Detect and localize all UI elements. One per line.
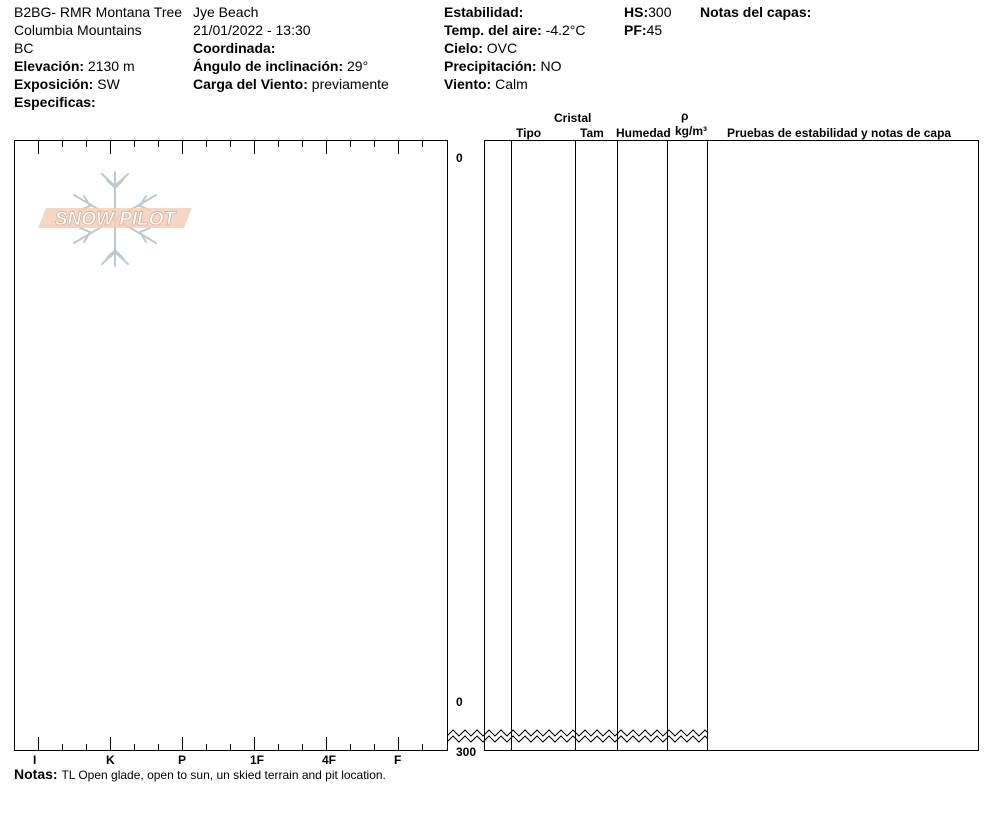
hs-label: HS: — [624, 4, 649, 20]
hardness-ticks — [39, 141, 423, 750]
layer-table-columns — [512, 140, 708, 751]
layer-notes-label: Notas del capas: — [700, 4, 812, 20]
slope-value: 29° — [347, 58, 369, 74]
hardness-label-f: F — [394, 753, 402, 767]
hardness-label-p: P — [178, 753, 187, 767]
pit-title: B2BG- RMR Montana Tree — [14, 4, 183, 20]
date-time: 21/01/2022 - 13:30 — [193, 22, 311, 38]
col-type: Tipo — [516, 126, 542, 140]
elevation-label: Elevación: — [14, 58, 85, 74]
snowpilot-logo — [38, 172, 192, 266]
notes-text: TL Open glade, open to sun, un skied terrain and pit location. — [61, 768, 386, 782]
slope-label: Ángulo de inclinación: — [193, 58, 344, 74]
pf-label: PF: — [624, 22, 647, 38]
depth-top-label: 0 — [456, 151, 463, 165]
depth-break-zigzag — [447, 730, 708, 742]
coordinate-label: Coordinada: — [193, 40, 276, 56]
col-moisture: Humedad — [616, 126, 671, 140]
hardness-plot-frame — [15, 141, 448, 751]
hs-value: 300 — [648, 4, 672, 20]
wind-value: Calm — [495, 76, 528, 92]
stability-label: Estabilidad: — [444, 4, 524, 20]
region: BC — [14, 40, 34, 56]
col-rho: ρ — [681, 109, 689, 123]
hardness-label-1f: 1F — [250, 753, 265, 767]
col-density-unit: kg/m³ — [675, 124, 708, 138]
wind-label: Viento: — [444, 76, 492, 92]
notes-label: Notas: — [14, 766, 58, 782]
col-size: Tam — [580, 126, 604, 140]
precip-label: Precipitación: — [444, 58, 537, 74]
elevation-value: 2130 m — [87, 58, 135, 74]
air-temp-label: Temp. del aire: — [444, 22, 542, 38]
specifics-label: Especificas: — [14, 94, 96, 110]
hardness-label-k: K — [106, 753, 115, 767]
layer-table-frame — [485, 141, 979, 751]
col-crystal: Cristal — [554, 111, 592, 125]
exposure-value: SW — [97, 76, 120, 92]
mountain-range: Columbia Mountains — [14, 22, 142, 38]
pf-value: 45 — [646, 22, 663, 38]
sky-label: Cielo: — [444, 40, 483, 56]
hardness-label-4f: 4F — [322, 753, 337, 767]
depth-lower-label: 0 — [456, 695, 463, 709]
col-tests: Pruebas de estabilidad y notas de capa — [727, 126, 952, 140]
sky-value: OVC — [486, 40, 518, 56]
logo-text: SNOW PILOT — [54, 209, 176, 230]
exposure-label: Exposición: — [14, 76, 94, 92]
air-temp-value: -4.2°C — [545, 22, 586, 38]
observer-name: Jye Beach — [193, 4, 259, 20]
depth-bottom-label: 300 — [456, 745, 477, 759]
wind-load-label: Carga del Viento: — [193, 76, 308, 92]
hardness-label-i: I — [33, 753, 37, 767]
precip-value: NO — [540, 58, 562, 74]
wind-load-value: previamente — [311, 76, 389, 92]
